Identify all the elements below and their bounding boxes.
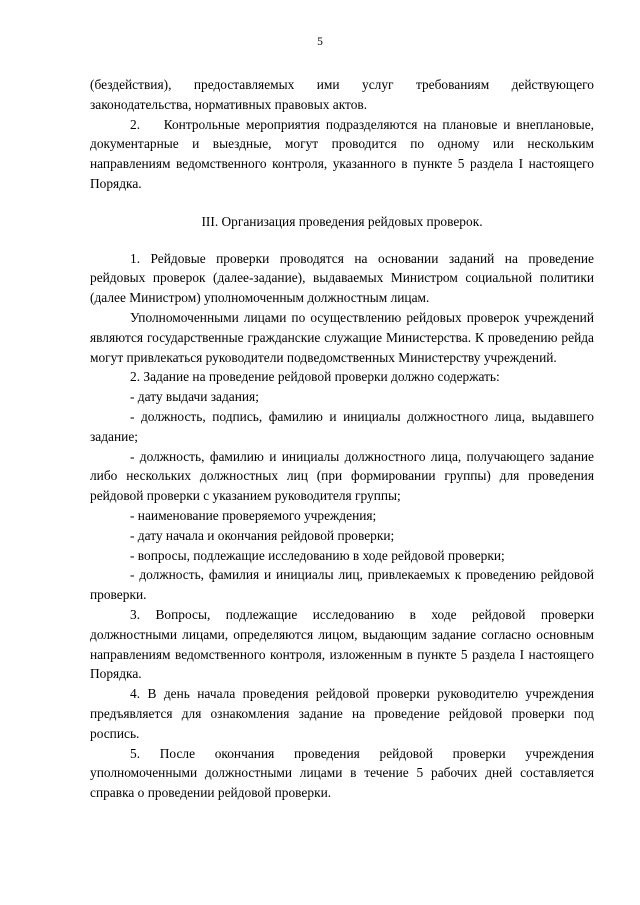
list-item: - должность, подпись, фамилию и инициалы должностного лица, выдавшего задание; — [90, 408, 594, 444]
section-heading: III. Организация проведения рейдовых проверок. — [201, 213, 483, 229]
document-body — [90, 75, 594, 803]
list-item: - вопросы, подлежащие исследованию в ходе рейдовой проверки; — [130, 547, 505, 563]
paragraph: 5. После окончания проведения рейдовой проверки учреждения уполномоченными должностными лицами в течение 5 рабочих дней составляется справка о проведении рейдовой проверки. — [90, 745, 594, 801]
paragraph: 2. Задание на проведение рейдовой проверки должно содержать: — [130, 369, 500, 385]
paragraph: 3. Вопросы, подлежащие исследованию в ходе рейдовой проверки должностными лицами, определяются лицом, выдающим задание согласно основным направлениям ведомственного контроля, изложенным в пункте 5 раздела I настоящего Порядка. — [90, 606, 594, 682]
paragraph: 1. Рейдовые проверки проводятся на основании заданий на проведение рейдовых проверок (далее-задание), выдаваемых Министром социальной политики (далее Министром) уполномоченным должностным лицам. — [90, 250, 594, 306]
paragraph: 4. В день начала проведения рейдовой проверки руководителю учреждения предъявляется для ознакомления задание на проведение рейдовой проверки под роспись. — [90, 686, 594, 741]
paragraph: 2. Контрольные мероприятия подразделяются на плановые и внеплановые, документарные и выездные, могут проводится по одному или нескольким направлениям ведомственного контроля, указанного в пункте 5 раздела I настоящего Порядка. — [90, 116, 594, 191]
paragraph: Уполномоченными лицами по осуществлению рейдовых проверок учреждений являются государственные гражданские служащие Министерства. К проведению рейда могут привлекаться руководители подведомственных Министерству учреждений. — [90, 309, 594, 365]
page-number: 5 — [317, 36, 323, 48]
list-item: - дату начала и окончания рейдовой проверки; — [130, 527, 395, 543]
list-item: - должность, фамилию и инициалы должностного лица, получающего задание либо нескольких должностных лиц (при формировании группы) для проведения рейдовой проверки с указанием руководителя группы; — [90, 448, 594, 504]
paragraph: (бездействия), предоставляемых ими услуг требованиям действующего законодательства, нормативных правовых актов. — [90, 77, 594, 112]
list-item: - наименование проверяемого учреждения; — [130, 507, 377, 523]
list-item: - дату выдачи задания; — [130, 389, 259, 405]
list-item: - должность, фамилия и инициалы лиц, привлекаемых к проведению рейдовой проверки. — [90, 567, 594, 603]
